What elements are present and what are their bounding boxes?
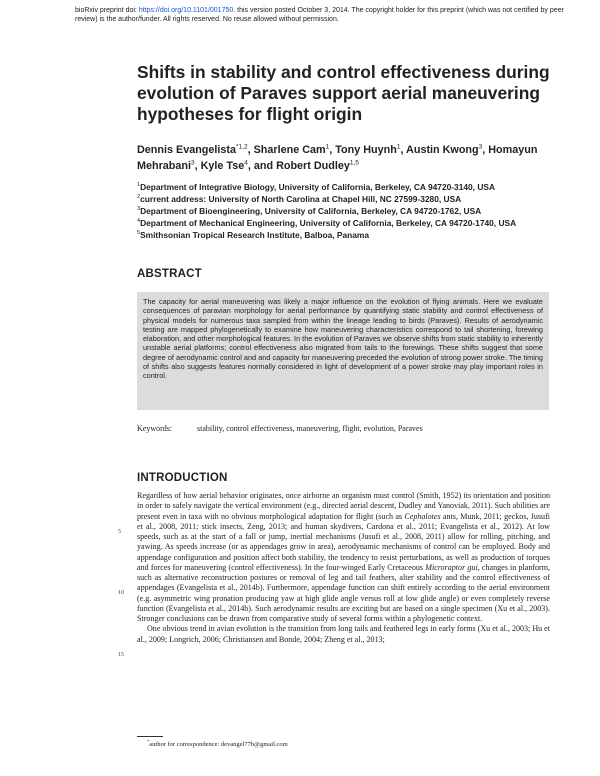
keywords	[137, 424, 577, 433]
author: Robert Dudley$^{1,5}$	[276, 159, 359, 173]
footnote-rule	[137, 736, 163, 737]
author: Homayun Mehrabani$^3$,	[137, 143, 538, 173]
affiliation: $^1$Department of Integrative Biology, University of California, Berkeley, CA 94720-3140, USA	[137, 181, 496, 192]
paper-title: Shifts in stability and control effectiveness during evolution of Paraves support aerial maneuvering hypotheses for flight origin	[137, 62, 550, 124]
affiliation: $^5$Smithsonian Tropical Research Institute, Balboa, Panama	[137, 229, 370, 240]
line-number: 10	[118, 590, 124, 596]
introduction-body	[137, 491, 550, 645]
preprint-prefix: bioRxiv preprint doi:	[75, 7, 139, 14]
paragraph: One obvious trend in avian evolution is the transition from long tails and feathered legs in early forms (Xu et al., 2003; Hu et al., 2009; Longrich, 2006; Christiansen and Bonde, 2004; Zheng et al., 2013;	[137, 624, 550, 644]
preprint-notice	[75, 6, 575, 24]
abstract-text: The capacity for aerial maneuvering was likely a major influence on the evolution of flying animals. Here we evaluate consequences of paravian morphology for aerial performance by quantifying static stability and control effectiveness of physical models for numerous taxa sampled from within the lineage leading to birds (Paraves). Results of aerodynamic testing are mapped phylogenetically to examine how maneuvering characteristics correspond to tail shortening, forewing elaboration, and other morphological features. In the evolution of Paraves we observe shifts from static stability to inherently unstable aerial platforms; control effectiveness also migrated from tails to the forewings. These shifts suggest that some degree of aerodynamic control and and capacity for maneuvering preceded the evolution of strong power stroke. The timing of shifts also suggests features normally considered in light of development of a power stroke may play important roles in control.	[137, 292, 549, 410]
footnote: *author for correspondence: devangel77b@gmail.com	[147, 739, 288, 749]
paragraph: Regardless of how aerial behavior originates, once airborne an organism must control (Smith, 1952) its orientation and position in order to safely navigate the vertical environment (e.g., directed aerial descent, Dudley and Yanoviak, 2011). Such abilities are present even in taxa with no obvious morphological adaptation for flight (such as Cephalotes ants, Munk, 2011; geckos, Jusufi et al., 2008, 2011; stick insects, Zeng, 2013; and human skydivers, Cardona et al., 2011; Evangelista et al., 2012). At low speeds, such as at the start of a fall or jump, inertial mechanisms (Jusufi et al., 2008, 2011) allow for rolling, pitching, and yawing. As speeds increase (or as appendages grow in area), aerodynamic mechanisms of control can be employed. Body and appendage configuration and position affect both stability, the tendency to resist perturbations, as well as production of torques and forces for maneuvering (control effectiveness). In the four-winged Early Cretaceous Microraptor gui, changes in planform, such as alternative reconstruction postures or removal of leg and tail feathers, alter stability and the control effectiveness of appendages (Evangelista et al., 2014b). Furthermore, appendage function can shift entirely according to the aerial environment (e.g. asymmetric wing pronation producing yaw at high glide angle versus roll at low glide angle) or even completely reverse function (Evangelista et al., 2014b). Such aerodynamic results are exciting but are based on a single specimen (Xu et al., 2003). Stronger conclusions can be drawn from comparative study of several forms within a phylogenetic context.	[137, 491, 551, 623]
author: Tony Huynh$^1$,	[335, 143, 407, 156]
doi-link[interactable]: https://doi.org/10.1101/001750	[138, 7, 234, 14]
affiliation: $^3$Department of Bioengineering, University of California, Berkeley, CA 94720-1762, USA	[137, 205, 482, 216]
author-list	[137, 140, 577, 173]
affiliation: $^4$Department of Mechanical Engineering, University of California, Berkeley, CA 94720-1740, USA	[137, 217, 517, 228]
affiliation: $^2$current address: University of North Carolina at Chapel Hill, NC 27599-3280, USA	[137, 193, 462, 204]
author: Kyle Tse$^4$, and	[200, 159, 277, 173]
affiliation-list	[137, 180, 577, 240]
line-number: 5	[118, 529, 121, 535]
keywords-text: stability, control effectiveness, maneuvering, flight, evolution, Paraves	[197, 424, 423, 433]
author: Sharlene Cam$^1$,	[253, 143, 336, 156]
keywords-label: Keywords:	[137, 424, 173, 433]
line-number: 15	[118, 652, 124, 658]
abstract-heading: ABSTRACT	[137, 268, 202, 280]
preprint-suffix: . this version posted October 3, 2014. The copyright holder for this preprint (which was not certified by peer review) is the author/funder. All rights reserved. No reuse allowed without permission.	[75, 7, 564, 23]
author: Austin Kwong$^3$,	[406, 143, 489, 156]
author: Dennis Evangelista$^{*1,2}$,	[137, 143, 254, 156]
introduction-heading: INTRODUCTION	[137, 472, 228, 484]
